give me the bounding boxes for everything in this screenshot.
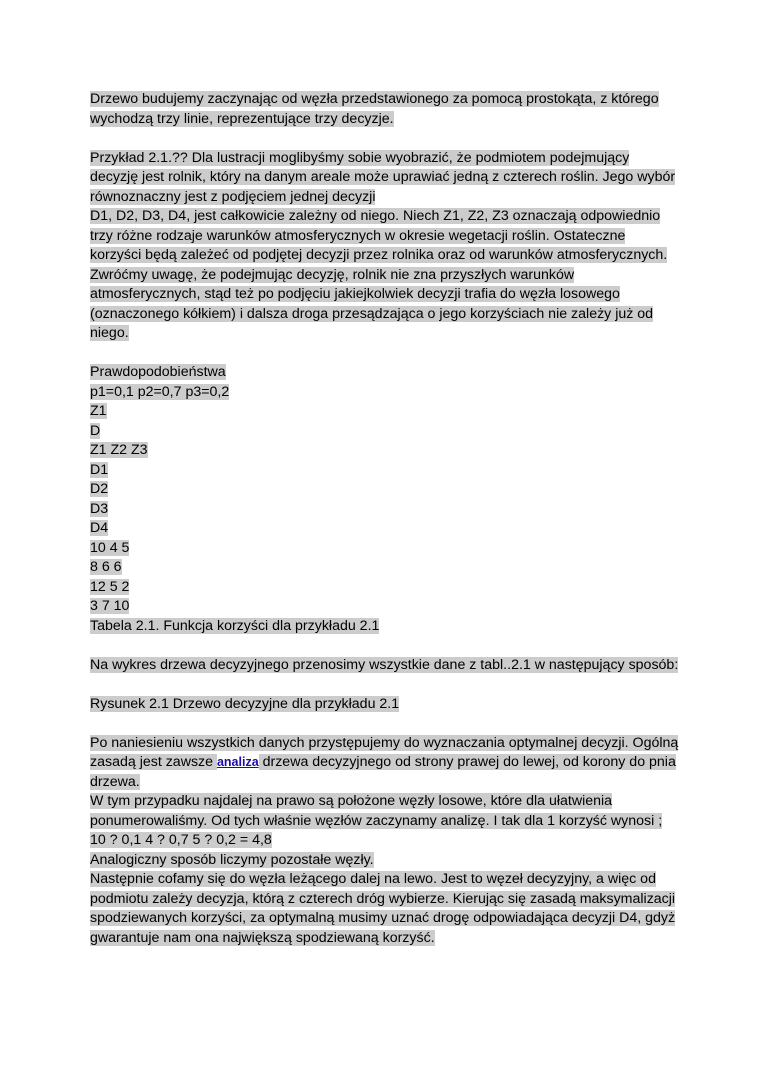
blank-line [90,675,680,695]
paragraph-decisions-text: D1, D2, D3, D4, jest całkowicie zależny od niego. Niech Z1, Z2, Z3 oznaczają odpowiednio trzy różne rodzaje warunków atmosferycznych w okresie wegetacji roślin. Ostateczne korzyści będą zależeć od podjętej decyzji przez rolnika oraz od warunków atmosferycznych. Zwróćmy uwagę, że podejmując decyzję, rolnik nie zna przyszłych warunków atmosferycznych, stąd też po podjęciu jakiejkolwiek decyzji trafia do węzła losowego (oznaczonego kółkiem) i dalsza droga przesądzająca o jego korzyściach nie zależy już od niego. [90,208,668,341]
table-line: D3 [90,500,109,517]
paragraph-conclusion: Następnie cofamy się do węzła leżącego dalej na lewo. Jest to węzeł decyzyjny, a więc od podmiotu zależy decyzja, którą z czterech dróg wybierze. Kierując się zasadą maksymalizacji spodziewanych korzyści, za optymalną musimy uznać drogę odpowiadająca decyzji D4, gdyż gwarantuje nam ona największą spodziewaną korzyść. [90,871,676,946]
blank-line [90,714,680,734]
table-line: Z1 Z2 Z3 [90,442,148,458]
paragraph-intro-text: Drzewo budujemy zaczynając od węzła przedstawionego za pomocą prostokąta, z którego wychodzą trzy linie, reprezentujące trzy decyzje. [90,91,659,127]
table-line: D4 [90,520,109,536]
paragraph-transfer [90,656,680,676]
formula-line: 10 ? 0,1 4 ? 0,7 5 ? 0,2 = 4,8 [90,832,272,848]
analiza-link[interactable]: analiza [216,755,259,769]
table-line: D2 [90,481,109,497]
figure-caption-text: Rysunek 2.1 Drzewo decyzyjne dla przykładu 2.1 [90,695,400,712]
table-line: 12 5 2 [90,578,130,595]
paragraph-example-text: Przykład 2.1.?? Dla lustracji moglibyśmy sobie wyobrazić, że podmiotem podejmujący decyzję jest rolnik, który na danym areale może uprawiać jedną z czterech roślin. Jego wybór równoznaczny jest z podjęciem jednej decyzji [90,149,676,205]
paragraph-random-nodes: W tym przypadku najdalej na prawo są położone węzły losowe, które dla ułatwienia ponumerowaliśmy. Od tych właśnie węzłów zaczynamy analizę. I tak dla 1 korzyść wynosi ; [90,793,663,829]
table-line: Z1 [90,403,107,419]
table-line: p1=0,1 p2=0,7 p3=0,2 [90,383,230,400]
figure-caption [90,695,680,715]
blank-line [90,636,680,656]
table-line: D1 [90,461,109,478]
table-line: 10 4 5 [90,539,130,556]
paragraph-analysis: Po naniesieniu wszystkich danych przystępujemy do wyznaczania optymalnej decyzji. Ogólną zasadą jest zawsze analiza drzewa decyzyjnego od strony prawej do lewej, od korony do pnia drzewa. [90,734,679,790]
paragraph-intro [90,90,680,129]
document-body [90,90,680,948]
paragraph-analog: Analogiczny sposób liczymy pozostałe węzły. [90,851,374,868]
paragraph-example [90,149,680,208]
table-caption: Tabela 2.1. Funkcja korzyści dla przykładu 2.1 [90,617,380,634]
table-line: 3 7 10 [90,598,130,614]
table-line: D [90,422,101,439]
table-lines [90,363,680,636]
blank-line [90,129,680,149]
paragraph-transfer-text: Na wykres drzewa decyzyjnego przenosimy wszystkie dane z tabl..2.1 w następujący sposób: [90,656,679,673]
paragraph-decisions [90,207,680,344]
table-line: 8 6 6 [90,559,122,575]
blank-line [90,344,680,364]
table-line: Prawdopodobieństwa [90,364,226,380]
